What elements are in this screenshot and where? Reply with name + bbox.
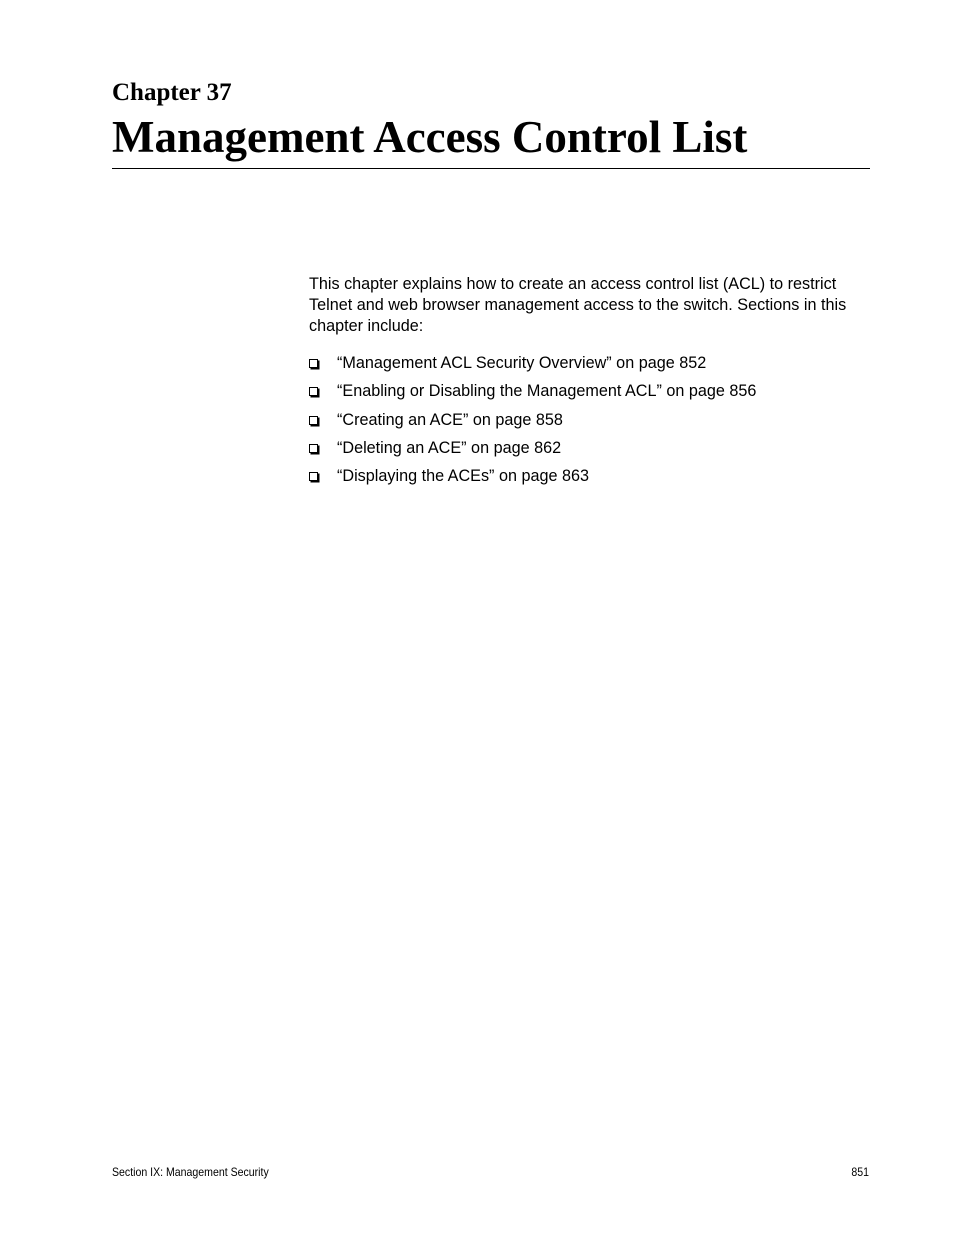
footer-section-name: Section IX: Management Security [112,1165,269,1179]
section-link[interactable]: “Creating an ACE” on page 858 [337,410,563,429]
checkbox-outline-icon [309,444,318,453]
section-link[interactable]: “Management ACL Security Overview” on page 852 [337,354,707,372]
checkbox-outline-icon [309,416,318,425]
chapter-label: Chapter 37 [112,79,232,106]
checkbox-outline-icon [309,472,318,481]
section-list-item[interactable] [309,437,871,465]
section-list-item[interactable] [309,409,871,437]
section-link[interactable]: “Enabling or Disabling the Management ACL” on page 856 [337,382,757,401]
title-divider [112,168,870,169]
section-link[interactable]: “Deleting an ACE” on page 862 [337,438,562,457]
chapter-title: Management Access Control List [112,112,748,162]
section-list-item[interactable] [309,465,871,493]
footer-page-number: 851 [851,1165,869,1179]
checkbox-outline-icon [309,359,318,368]
section-list [309,352,871,493]
section-list-item[interactable] [309,352,871,380]
section-list-item[interactable] [309,380,871,408]
intro-paragraph: This chapter explains how to create an access control list (ACL) to restrict Telnet and web browser management access to the switch. Sections in this chapter include: [309,275,847,335]
section-link[interactable]: “Displaying the ACEs” on page 863 [337,467,589,486]
checkbox-outline-icon [309,387,318,396]
